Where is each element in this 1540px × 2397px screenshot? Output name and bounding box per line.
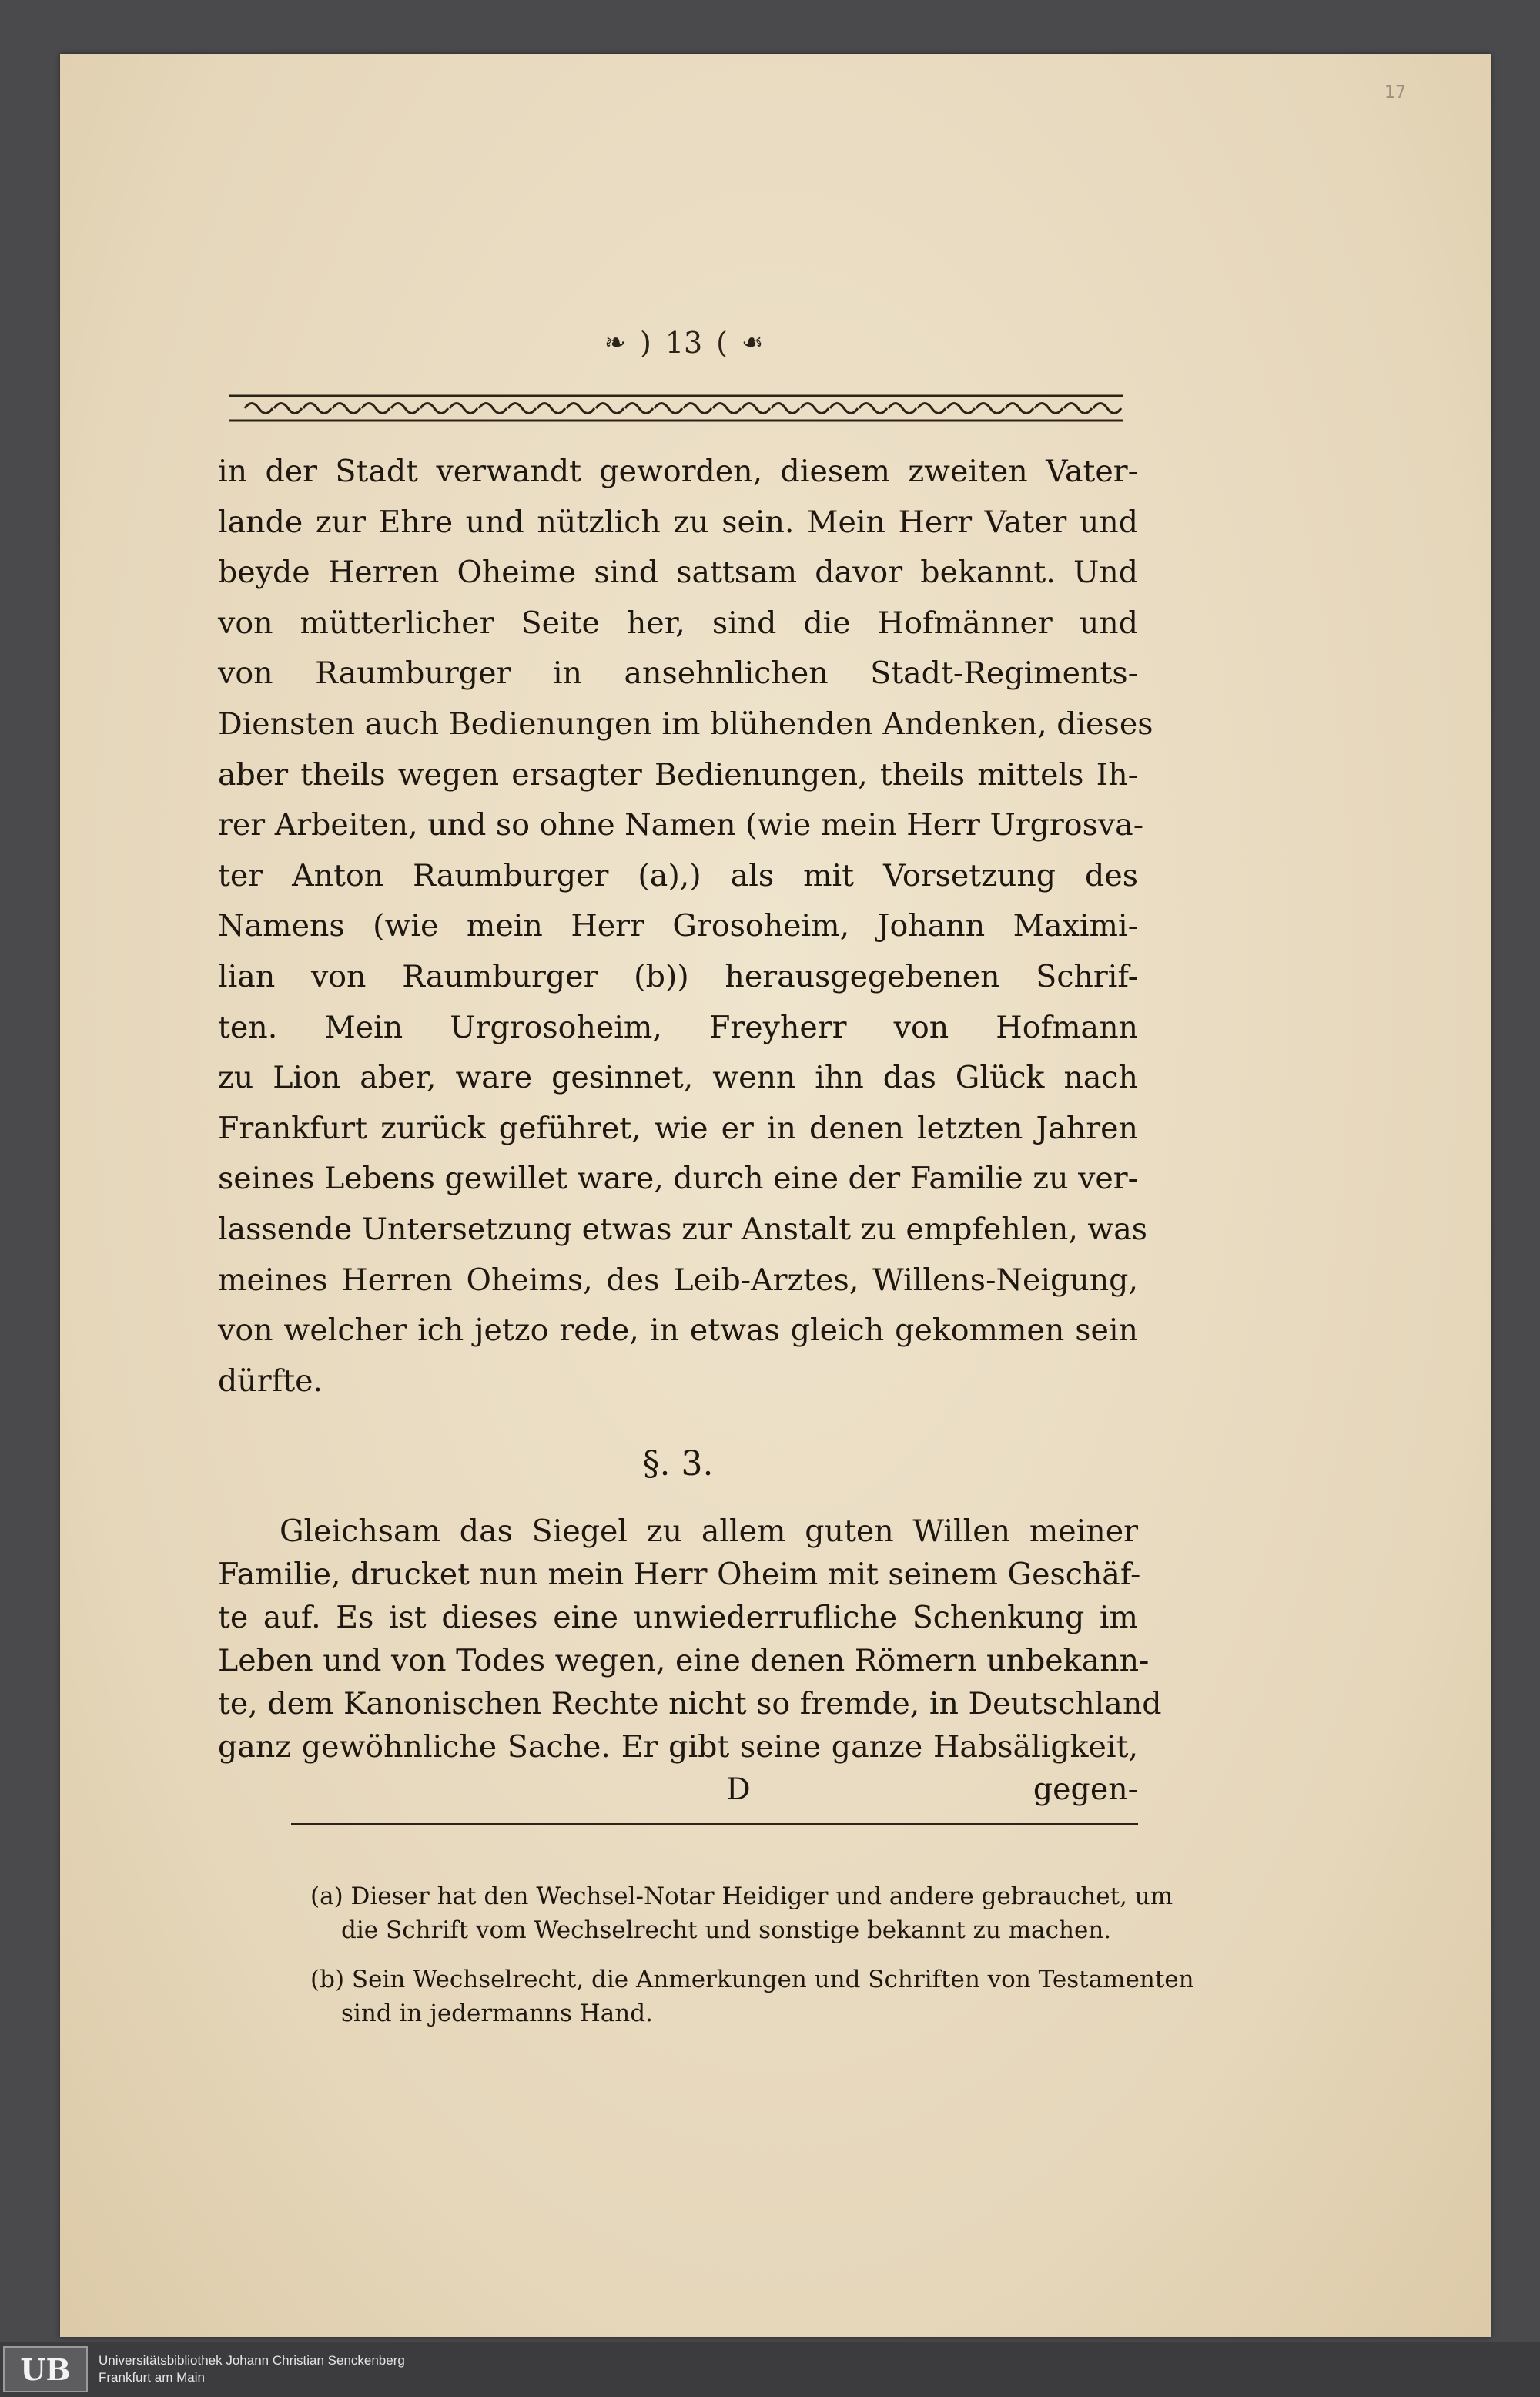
ornament-loop [450, 404, 477, 414]
ornament-loop [303, 404, 331, 414]
ornament-loop [859, 404, 887, 414]
decorative-border-ornament [222, 385, 1130, 431]
footnote-a [310, 1879, 1173, 1947]
page-number: 13 [665, 326, 703, 360]
scanned-page [60, 54, 1491, 2337]
text-line: beyde Herren Oheime sind sattsam davor bekannt. Und [218, 555, 1138, 591]
library-credit [99, 2352, 405, 2386]
text-line: ter Anton Raumburger (a),) als mit Vorsetzung des [218, 857, 1138, 893]
ornament-loop [274, 404, 302, 414]
pencil-page-number: 17 [1384, 83, 1406, 102]
footnote-a-line2: die Schrift vom Wechselrecht und sonstige bekannt zu machen. [341, 1916, 1112, 1944]
section-3-paragraph [218, 1510, 1162, 1768]
ornament-loop [567, 404, 594, 414]
library-city: Frankfurt am Main [99, 2370, 205, 2385]
library-name: Universitätsbibliothek Johann Christian Senckenberg [99, 2353, 405, 2368]
header-paren-left: ) [639, 326, 651, 360]
ornament-loop [508, 404, 536, 414]
text-line: von Raumburger in ansehnlichen Stadt-Regiments- [218, 655, 1138, 692]
page-header [537, 324, 830, 362]
ornament-loop [918, 404, 946, 414]
ornament-loop [625, 404, 653, 414]
text-line: lassende Untersetzung etwas zur Anstalt zu empfehlen, was [218, 1211, 1148, 1247]
ornament-loop [976, 404, 1004, 414]
ornament-loop [772, 404, 799, 414]
catchword: gegen- [1033, 1772, 1138, 1807]
footnote-b-line2: sind in jedermanns Hand. [341, 2000, 653, 2027]
text-line: rer Arbeiten, und so ohne Namen (wie mein Herr Urgrosva- [218, 807, 1144, 843]
text-line: lande zur Ehre und nützlich zu sein. Mein Herr Vater und [218, 504, 1138, 540]
section-heading: §. 3. [642, 1444, 714, 1483]
text-line: aber theils wegen ersagter Bedienungen, theils mittels Ih- [218, 756, 1138, 793]
ornament-loop [654, 404, 682, 414]
text-line: in der Stadt verwandt geworden, diesem zweiten Vater- [218, 454, 1138, 489]
text-line: von welcher ich jetzo rede, in etwas gleich gekommen sein [218, 1312, 1138, 1349]
text-line: Gleichsam das Siegel zu allem guten Willen meiner [280, 1514, 1138, 1549]
footnote-b [310, 1963, 1194, 2030]
ornament-loop [333, 404, 360, 414]
text-line: seines Lebens gewillet ware, durch eine der Familie zu ver- [218, 1161, 1138, 1197]
header-paren-right: ( [716, 326, 728, 360]
footnotes [310, 1879, 1194, 2046]
ornament-loop [1035, 404, 1063, 414]
footnote-a-line1: (a) Dieser hat den Wechsel-Notar Heidiger und andere gebrauchet, um [310, 1882, 1173, 1910]
text-line: von mütterlicher Seite her, sind die Hofmänner und [218, 605, 1138, 641]
ornament-loop [537, 404, 565, 414]
library-footer [0, 2342, 1540, 2397]
library-logo: UB [3, 2346, 88, 2392]
footnote-b-line1: (b) Sein Wechselrecht, die Anmerkungen und Schriften von Testamenten [310, 1966, 1194, 1993]
text-line: Leben und von Todes wegen, eine denen Römern unbekann- [218, 1643, 1150, 1678]
ornament-loop [713, 404, 741, 414]
text-line: ten. Mein Urgrosoheim, Freyherr von Hofmann [218, 1009, 1138, 1045]
ornament-loop [830, 404, 858, 414]
ornament-loop [684, 404, 711, 414]
ornament-loop [947, 404, 975, 414]
text-line: ganz gewöhnliche Sache. Er gibt seine ganze Habsäligkeit, [218, 1729, 1138, 1765]
ornament-loop [245, 404, 273, 414]
text-line: dürfte. [218, 1363, 323, 1399]
ornament-loop [1093, 404, 1121, 414]
ornament-loop [596, 404, 624, 414]
text-line: Diensten auch Bedienungen im blühenden Andenken, dieses [218, 706, 1153, 742]
text-line: Namens (wie mein Herr Grosoheim, Johann Maximi- [218, 908, 1138, 944]
ornament-loop [479, 404, 507, 414]
text-line: te auf. Es ist dieses eine unwiederrufliche Schenkung im [218, 1600, 1138, 1635]
left-fleuron-icon: ❧ [604, 327, 626, 358]
main-paragraph [218, 447, 1153, 1406]
text-line: meines Herren Oheims, des Leib-Arztes, Willens-Neigung, [218, 1262, 1138, 1298]
ornament-loop [1064, 404, 1092, 414]
signature-line [218, 1772, 1138, 1815]
text-line: Frankfurt zurück geführet, wie er in denen letzten Jahren [218, 1110, 1138, 1146]
ornament-loop [362, 404, 390, 414]
footnote-rule [291, 1823, 1138, 1825]
ornament-loop [889, 404, 916, 414]
text-line: Familie, drucket nun mein Herr Oheim mit seinem Geschäf- [218, 1557, 1141, 1592]
ornament-loop [801, 404, 829, 414]
ornament-loop [742, 404, 770, 414]
ornament-loop [420, 404, 448, 414]
right-fleuron-icon: ❧ [742, 327, 764, 358]
text-line: zu Lion aber, ware gesinnet, wenn ihn das Glück nach [218, 1060, 1138, 1096]
text-line: te, dem Kanonischen Rechte nicht so fremde, in Deutschland [218, 1686, 1162, 1721]
signature-mark: D [726, 1772, 751, 1807]
ornament-loop [1006, 404, 1033, 414]
ornament-loop [391, 404, 419, 414]
text-line: lian von Raumburger (b)) herausgegebenen Schrif- [218, 958, 1138, 994]
